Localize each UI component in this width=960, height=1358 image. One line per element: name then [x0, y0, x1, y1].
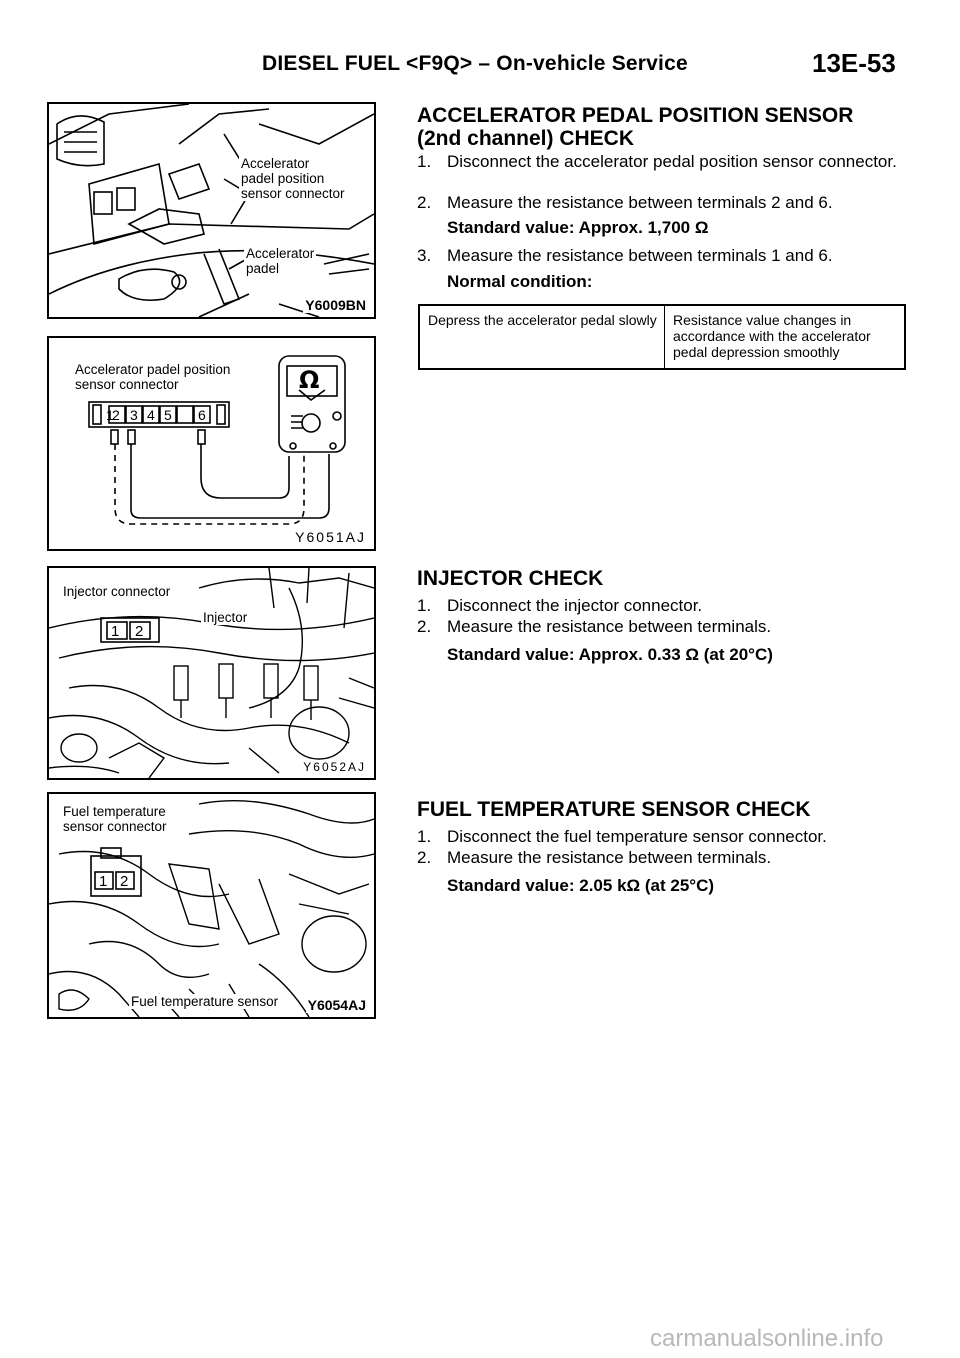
- table-cell-condition: Depress the accelerator pedal slowly: [419, 305, 665, 369]
- page-header-title: DIESEL FUEL <F9Q> – On-vehicle Service: [262, 52, 688, 75]
- watermark: carmanualsonline.info: [650, 1325, 884, 1352]
- connector-label: Accelerator padel position sensor connector: [75, 362, 231, 392]
- callout-fuel-temp-sensor-connector: Fuel temperature sensor connector: [63, 804, 167, 834]
- step-text: Measure the resistance between terminals.: [447, 848, 772, 867]
- normal-condition-table: [418, 304, 906, 370]
- app-step-3: [417, 246, 912, 266]
- step-number: 1.: [417, 827, 432, 846]
- table-row: [419, 305, 905, 369]
- figure-code: Y6052AJ: [303, 760, 366, 774]
- step-number: 1.: [417, 152, 432, 171]
- figure-app-sensor-resistance-diagram: [47, 336, 376, 551]
- terminal-2: 2: [112, 407, 120, 423]
- step-text: Disconnect the fuel temperature sensor connector.: [447, 827, 827, 846]
- step-number: 3.: [417, 246, 432, 265]
- injector-step-1: [417, 596, 912, 616]
- terminal-1: 1: [106, 407, 114, 423]
- page-number: 13E-53: [812, 48, 896, 78]
- figure-code: Y6054AJ: [307, 997, 366, 1013]
- injector-step-2: [417, 617, 912, 637]
- figure-fuel-temp-sensor-location: [47, 792, 376, 1019]
- callout-injector-connector: Injector connector: [63, 584, 171, 599]
- injector-engine-illustration: [49, 568, 374, 778]
- step-number: 2.: [417, 848, 432, 867]
- pedal-location-illustration: [49, 104, 374, 317]
- figure-injector-location: [47, 566, 376, 780]
- section-title-injector-check: INJECTOR CHECK: [417, 567, 604, 590]
- step-text: Disconnect the injector connector.: [447, 596, 703, 615]
- app-step-2: [417, 193, 912, 213]
- callout-accelerator-pedal: Accelerator padel: [246, 246, 315, 276]
- fuel-temp-terminal-1: 1: [99, 873, 108, 890]
- app-standard-value: Standard value: Approx. 1,700 Ω: [447, 218, 709, 237]
- step-number: 2.: [417, 617, 432, 636]
- callout-injector: Injector: [203, 610, 248, 625]
- terminal-5: 5: [164, 407, 172, 423]
- terminal-6: 6: [198, 407, 206, 423]
- ohm-symbol: Ω: [299, 366, 320, 394]
- terminal-4: 4: [147, 407, 155, 423]
- step-number: 2.: [417, 193, 432, 212]
- step-text: Measure the resistance between terminals.: [447, 617, 772, 636]
- step-text: Measure the resistance between terminals 2 and 6.: [447, 193, 833, 212]
- app-step-1: [417, 152, 912, 172]
- figure-accelerator-pedal-location: [47, 102, 376, 319]
- figure-code: Y6009BN: [305, 297, 366, 313]
- app-normal-condition-label: Normal condition:: [447, 272, 593, 291]
- section-title-fuel-temp-check: FUEL TEMPERATURE SENSOR CHECK: [417, 798, 811, 821]
- figure-code: Y6051AJ: [295, 529, 366, 545]
- step-text: Measure the resistance between terminals 1 and 6.: [447, 246, 833, 265]
- fuel-temp-standard-value: Standard value: 2.05 kΩ (at 25°C): [447, 876, 715, 895]
- section-title-app-check: ACCELERATOR PEDAL POSITION SENSOR (2nd channel) CHECK: [417, 104, 854, 150]
- injector-terminal-2: 2: [135, 623, 144, 640]
- step-text: Disconnect the accelerator pedal position sensor connector.: [447, 152, 897, 171]
- terminal-3: 3: [130, 407, 138, 423]
- callout-app-sensor-connector: Accelerator padel position sensor connector: [241, 156, 345, 201]
- table-cell-result: Resistance value changes in accordance with the accelerator pedal depression smoothly: [665, 305, 906, 369]
- fuel-temp-terminal-2: 2: [120, 873, 129, 890]
- injector-standard-value: Standard value: Approx. 0.33 Ω (at 20°C): [447, 645, 773, 664]
- fuel-temp-step-2: [417, 848, 912, 868]
- fuel-temp-step-1: [417, 827, 912, 847]
- callout-fuel-temp-sensor: Fuel temperature sensor: [131, 994, 279, 1009]
- connector-ohmmeter-diagram: [49, 338, 374, 549]
- step-number: 1.: [417, 596, 432, 615]
- injector-terminal-1: 1: [111, 623, 120, 640]
